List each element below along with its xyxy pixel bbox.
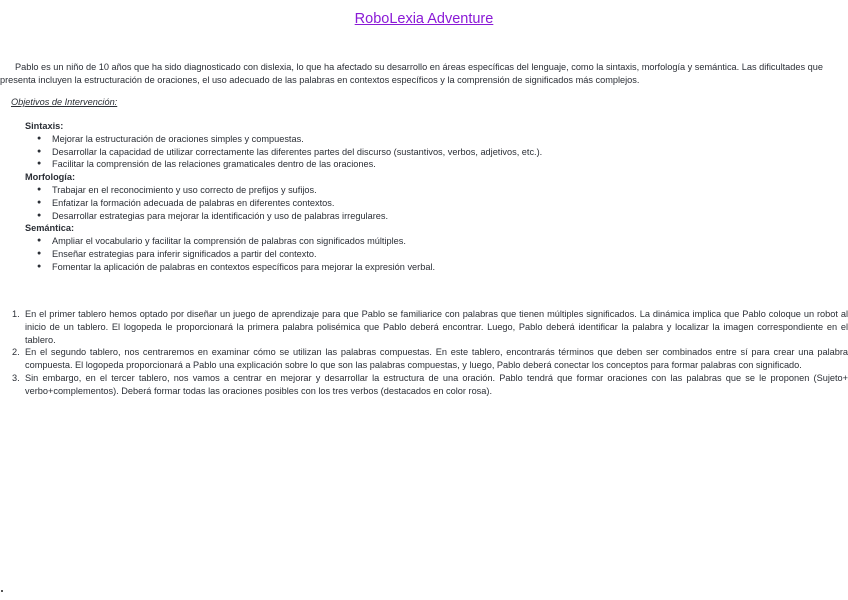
board-text: Sin embargo, en el tercer tablero, nos vamos a centrar en mejorar y desarrollar la estructura de una oración. Pablo tendrá que formar oraciones con las palabras que se le proponen (Sujeto+ verbo+complementos). Deberá formar todas las oraciones posibles con los tres verbos (destacados en color rosa). (25, 372, 848, 396)
list-item: ● Enseñar estrategias para inferir significados a partir del contexto. (25, 248, 825, 261)
list-item: ● Desarrollar estrategias para mejorar la identificación y uso de palabras irregulares. (25, 210, 825, 223)
boards-list (0, 308, 848, 398)
page-marker-dot (1, 590, 3, 592)
list-number: 2. (12, 347, 20, 358)
page-title-link[interactable]: RoboLexia Adventure (354, 11, 494, 27)
list-item: ● Fomentar la aplicación de palabras en contextos específicos para mejorar la expresión verbal. (25, 261, 825, 274)
objective-section-semantica (25, 222, 825, 273)
section-title: Sintaxis: (25, 121, 64, 131)
list-item: ● Trabajar en el reconocimiento y uso correcto de prefijos y sufijos. (25, 184, 825, 197)
board-text: En el segundo tablero, nos centraremos en examinar cómo se utilizan las palabras compuestas. En este tablero, encontrarás términos que deben ser combinados entre sí para crear una palabra compuesta. El logopeda proporcionará a Pablo una explicación sobre lo que son las palabras compuestas, y luego, Pablo deberá conectar los conceptos para formar palabras con significado. (25, 347, 848, 371)
intro-paragraph: Pablo es un niño de 10 años que ha sido diagnosticado con dislexia, lo que ha afectado su desarrollo en áreas específicas del lenguaje, como la sintaxis, morfología y semántica. Las dificultades que presenta incluyen la estructuración de oraciones, el uso adecuado de las palabras en contextos específicos y la comprensión de significados más complejos. (0, 62, 823, 85)
bullet-list (25, 133, 825, 171)
board-item (0, 372, 848, 398)
objectives-list (25, 120, 825, 274)
board-item (0, 308, 848, 346)
section-title: Semántica: (25, 223, 75, 234)
list-item: ● Desarrollar la capacidad de utilizar correctamente las diferentes partes del discurso (sustantivos, verbos, adjetivos, etc.). (25, 146, 825, 159)
objectives-heading: Objetivos de Intervención: (11, 97, 118, 107)
bullet-list (25, 235, 825, 273)
list-item: ● Enfatizar la formación adecuada de palabras en diferentes contextos. (25, 197, 825, 210)
board-item (0, 346, 848, 372)
list-number: 3. (12, 372, 20, 383)
list-item: ● Facilitar la comprensión de las relaciones gramaticales dentro de las oraciones. (25, 158, 825, 171)
section-title: Morfología: (25, 172, 76, 183)
objective-section-morfologia (25, 171, 825, 222)
list-item: ● Mejorar la estructuración de oraciones simples y compuestas. (25, 133, 825, 146)
bullet-list (25, 184, 825, 222)
list-item: ● Ampliar el vocabulario y facilitar la comprensión de palabras con significados múltiples. (25, 235, 825, 248)
objective-section-sintaxis (25, 120, 825, 171)
list-number: 1. (12, 309, 20, 319)
board-text: En el primer tablero hemos optado por diseñar un juego de aprendizaje para que Pablo se familiarice con palabras que tienen múltiples significados. La dinámica implica que Pablo coloque un robot al inicio de un tablero. El logopeda le proporcionará la primera palabra polisémica que Pablo deberá encontrar. Luego, Pablo deberá identificar la palabra y localizar la imagen correspondiente en el tablero. (25, 309, 848, 345)
